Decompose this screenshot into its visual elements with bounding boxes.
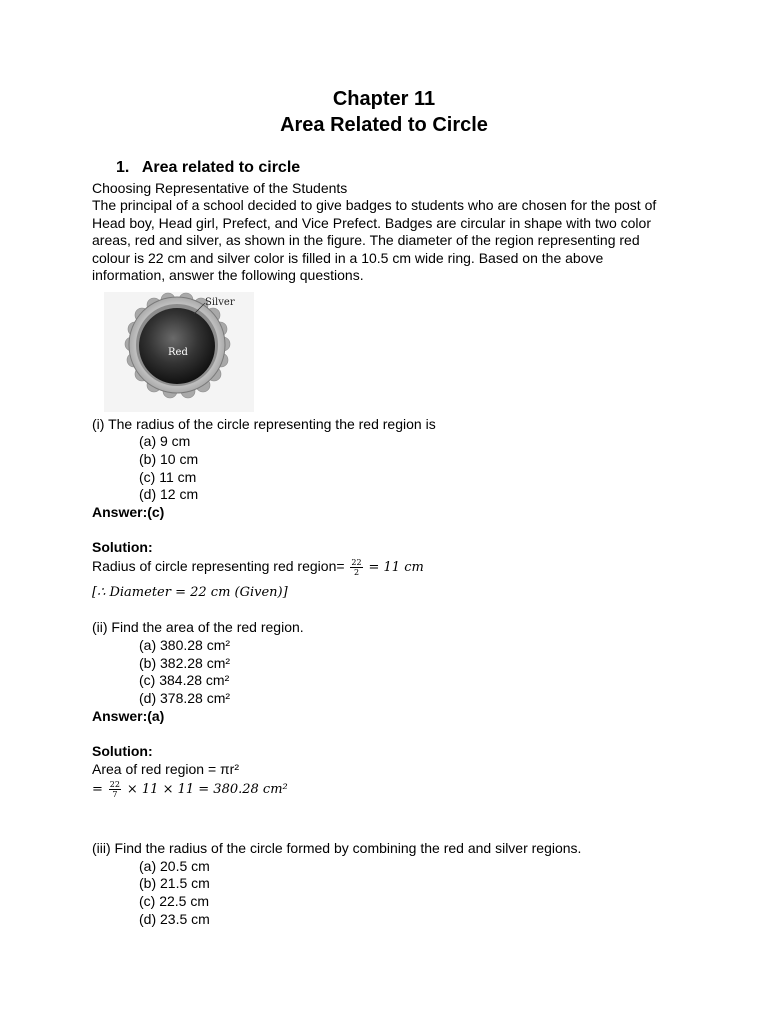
q1-solution-result: = 11 cm — [368, 560, 424, 576]
section-number: 1. — [116, 159, 130, 176]
q2-option-c: (c) 384.28 cm² — [139, 672, 230, 688]
q1-fraction-denominator: 2 — [353, 568, 360, 577]
q2-fraction — [109, 780, 121, 799]
q1-fraction-numerator: 22 — [351, 558, 362, 567]
q1-solution-line — [92, 558, 424, 577]
question-2: (ii) Find the area of the red region. — [92, 619, 304, 635]
q1-option-d: (d) 12 cm — [139, 486, 199, 502]
q2-answer: Answer:(a) — [92, 708, 165, 724]
q2-calculation — [92, 780, 288, 799]
q1-option-c: (c) 11 cm — [139, 469, 197, 485]
case-title: Choosing Representative of the Students — [92, 180, 348, 196]
chapter-title: Chapter 11 — [332, 88, 436, 110]
q1-solution-text: Radius of circle representing red region= — [92, 558, 345, 575]
q2-calc-rest: × 11 × 11 = 380.28 cm² — [126, 782, 288, 798]
q2-solution-label: Solution: — [92, 743, 153, 759]
q2-fraction-denominator: 7 — [112, 790, 118, 799]
q2-option-a: (a) 380.28 cm² — [139, 637, 231, 653]
q3-option-d: (d) 23.5 cm — [139, 911, 210, 927]
section-heading-text: Area related to circle — [141, 159, 301, 176]
q1-option-a: (a) 9 cm — [139, 433, 191, 449]
chapter-subtitle: Area Related to Circle — [280, 114, 488, 136]
q1-solution-label: Solution: — [92, 539, 153, 555]
q1-note: [∴ Diameter = 22 cm (Given)] — [92, 585, 288, 600]
q2-option-d: (d) 378.28 cm² — [139, 690, 231, 706]
section-heading — [116, 158, 300, 178]
q2-calc-prefix: = — [92, 782, 103, 798]
question-3: (iii) Find the radius of the circle formed by combining the red and silver regions. — [92, 840, 582, 856]
badge-figure — [104, 292, 254, 412]
q1-option-b: (b) 10 cm — [139, 451, 199, 467]
q2-fraction-numerator: 22 — [109, 780, 120, 789]
q2-solution-text: Area of red region = πr² — [92, 761, 240, 777]
red-label: Red — [168, 347, 188, 358]
q3-option-a: (a) 20.5 cm — [139, 858, 210, 874]
q3-option-c: (c) 22.5 cm — [139, 893, 210, 909]
intro-paragraph: The principal of a school decided to give badges to students who are chosen for the post of Head boy, Head girl, Prefect, and Vice Prefect. Badges are circular in shape with two color areas, red and silver, as shown in the figure. The diameter of the region representing red colour is 22 cm and silver color is filled in a 10.5 cm wide ring. Based on the above information, answer the following questions. — [92, 197, 657, 284]
q3-option-b: (b) 21.5 cm — [139, 875, 210, 891]
silver-label: Silver — [205, 297, 235, 308]
red-region — [139, 308, 215, 384]
question-1: (i) The radius of the circle representing the red region is — [92, 416, 436, 432]
q1-answer: Answer:(c) — [92, 504, 165, 520]
q2-option-b: (b) 382.28 cm² — [139, 655, 231, 671]
q1-fraction — [350, 558, 362, 577]
